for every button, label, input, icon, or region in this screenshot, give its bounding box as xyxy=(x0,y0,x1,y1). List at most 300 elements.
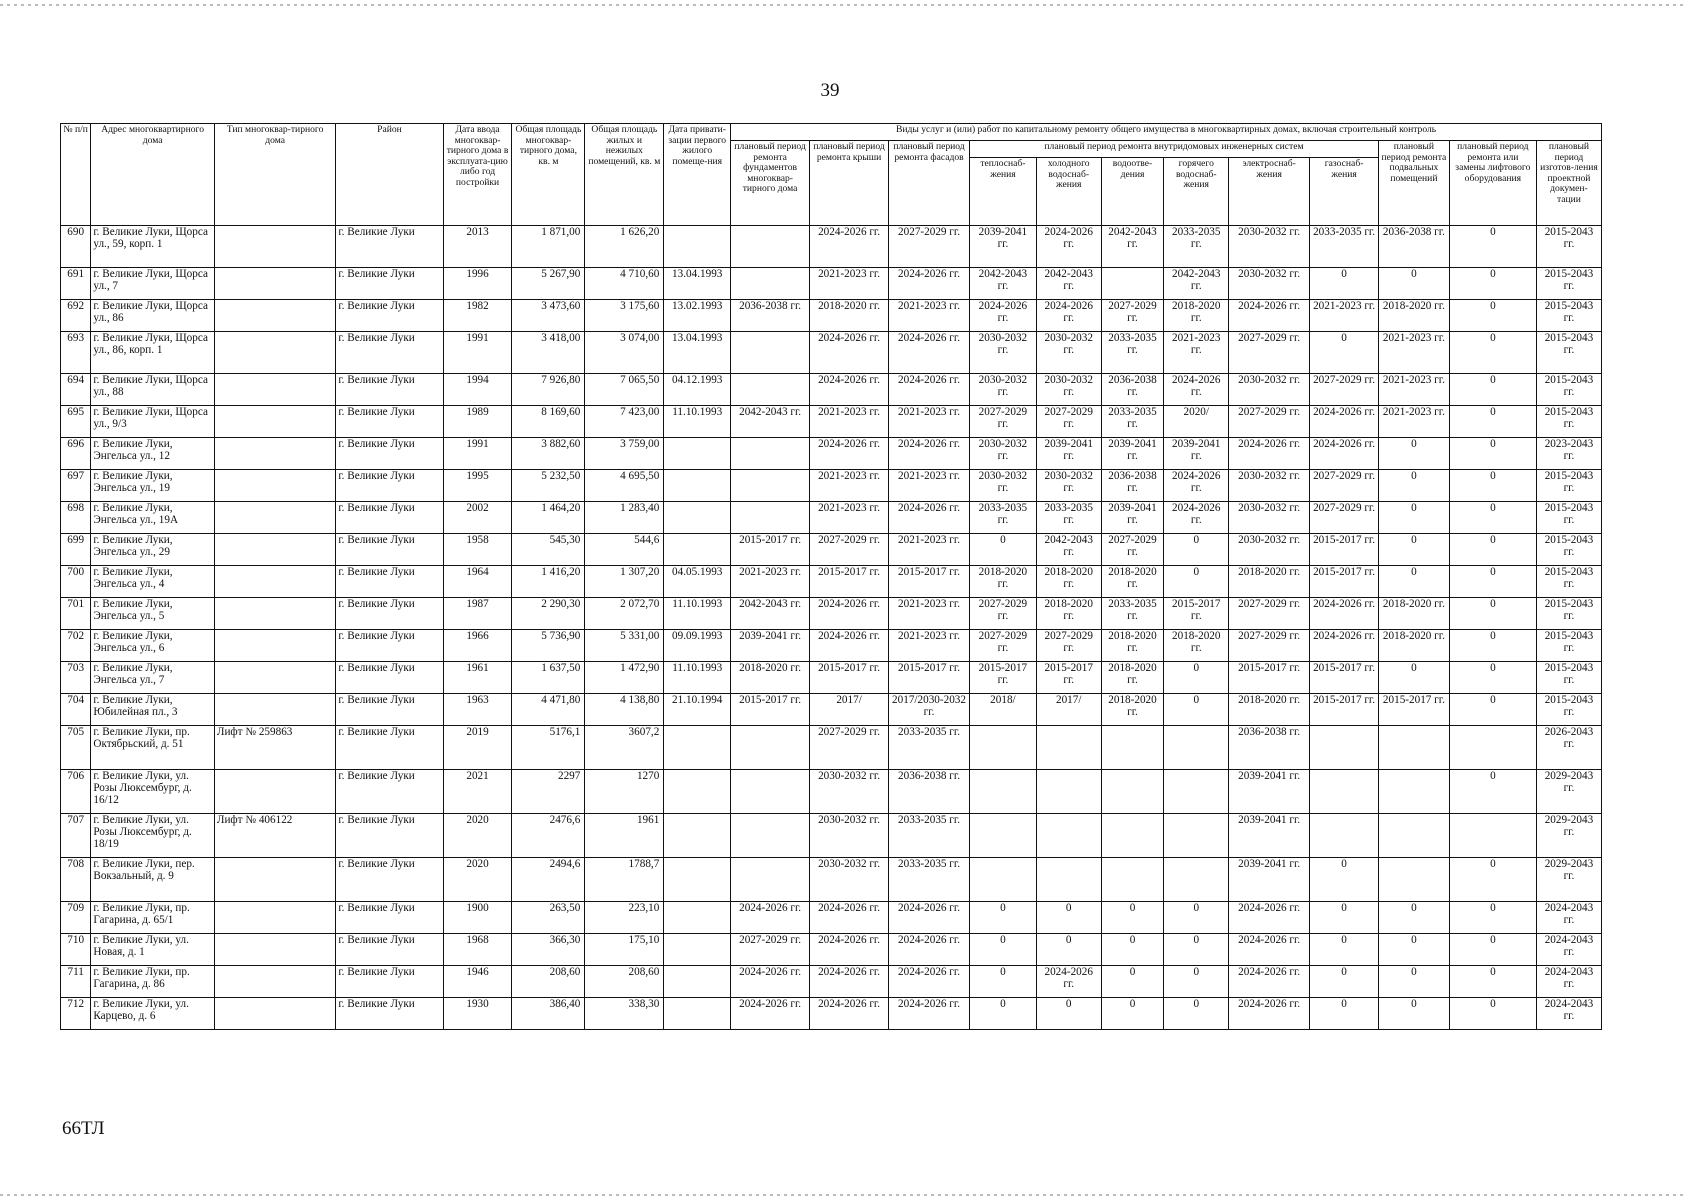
roof-cell: 2027-2029 гг. xyxy=(810,726,889,770)
year-cell: 1991 xyxy=(443,332,512,374)
hot-water-cell: 2033-2035 гг. xyxy=(1164,226,1229,268)
header-district: Район xyxy=(336,124,443,226)
row-number: 708 xyxy=(61,858,91,902)
year-cell: 2013 xyxy=(443,226,512,268)
gas-cell: 2015-2017 гг. xyxy=(1310,566,1379,598)
privatization-cell: 04.12.1993 xyxy=(664,374,731,406)
elevator-cell: 0 xyxy=(1449,934,1536,966)
electric-cell: 2030-2032 гг. xyxy=(1229,374,1310,406)
scan-artifact-top xyxy=(0,4,1686,6)
elevator-cell xyxy=(1449,726,1536,770)
heat-cell: 2030-2032 гг. xyxy=(970,374,1037,406)
address-cell: г. Великие Луки, пр. Гагарина, д. 65/1 xyxy=(91,902,215,934)
address-cell: г. Великие Луки, Энгельса ул., 19 xyxy=(91,470,215,502)
elevator-cell: 0 xyxy=(1449,902,1536,934)
heat-cell: 2039-2041 гг. xyxy=(970,226,1037,268)
repair-schedule-table xyxy=(60,123,1602,1030)
basement-cell: 2018-2020 гг. xyxy=(1378,300,1449,332)
electric-cell: 2024-2026 гг. xyxy=(1229,300,1310,332)
facade-cell: 2033-2035 гг. xyxy=(889,726,970,770)
total-area-cell: 4 471,80 xyxy=(512,694,585,726)
cold-water-cell: 2030-2032 гг. xyxy=(1036,332,1101,374)
design-cell: 2024-2043 гг. xyxy=(1536,966,1601,998)
sewer-cell: 2018-2020 гг. xyxy=(1101,694,1164,726)
basement-cell xyxy=(1378,814,1449,858)
sewer-cell: 2033-2035 гг. xyxy=(1101,598,1164,630)
cold-water-cell: 2017/ xyxy=(1036,694,1101,726)
electric-cell: 2027-2029 гг. xyxy=(1229,332,1310,374)
gas-cell: 0 xyxy=(1310,332,1379,374)
sewer-cell: 2018-2020 гг. xyxy=(1101,662,1164,694)
row-number: 704 xyxy=(61,694,91,726)
table-row xyxy=(61,662,1602,694)
year-cell: 1958 xyxy=(443,534,512,566)
type-cell xyxy=(214,406,335,438)
row-number: 712 xyxy=(61,998,91,1030)
design-cell: 2023-2043 гг. xyxy=(1536,438,1601,470)
living-area-cell: 2 072,70 xyxy=(585,598,664,630)
total-area-cell: 386,40 xyxy=(512,998,585,1030)
living-area-cell: 223,10 xyxy=(585,902,664,934)
hot-water-cell: 2015-2017 гг. xyxy=(1164,598,1229,630)
roof-cell: 2024-2026 гг. xyxy=(810,630,889,662)
cold-water-cell: 2027-2029 гг. xyxy=(1036,406,1101,438)
type-cell xyxy=(214,534,335,566)
gas-cell: 2024-2026 гг. xyxy=(1310,438,1379,470)
foundation-cell xyxy=(731,470,810,502)
foundation-cell: 2015-2017 гг. xyxy=(731,534,810,566)
district-cell: г. Великие Луки xyxy=(336,662,443,694)
hot-water-cell: 2018-2020 гг. xyxy=(1164,630,1229,662)
year-cell: 1987 xyxy=(443,598,512,630)
electric-cell: 2027-2029 гг. xyxy=(1229,598,1310,630)
basement-cell: 2021-2023 гг. xyxy=(1378,374,1449,406)
sewer-cell: 2033-2035 гг. xyxy=(1101,406,1164,438)
roof-cell: 2027-2029 гг. xyxy=(810,534,889,566)
district-cell: г. Великие Луки xyxy=(336,630,443,662)
year-cell: 1989 xyxy=(443,406,512,438)
address-cell: г. Великие Луки, Энгельса ул., 4 xyxy=(91,566,215,598)
sewer-cell: 2018-2020 гг. xyxy=(1101,630,1164,662)
total-area-cell: 1 871,00 xyxy=(512,226,585,268)
address-cell: г. Великие Луки, Щорса ул., 86, корп. 1 xyxy=(91,332,215,374)
electric-cell: 2018-2020 гг. xyxy=(1229,566,1310,598)
sewer-cell: 2027-2029 гг. xyxy=(1101,300,1164,332)
hot-water-cell: 2021-2023 гг. xyxy=(1164,332,1229,374)
sewer-cell: 2018-2020 гг. xyxy=(1101,566,1164,598)
district-cell: г. Великие Луки xyxy=(336,470,443,502)
heat-cell: 2015-2017 гг. xyxy=(970,662,1037,694)
living-area-cell: 3 175,60 xyxy=(585,300,664,332)
elevator-cell xyxy=(1449,814,1536,858)
address-cell: г. Великие Луки, пр. Гагарина, д. 86 xyxy=(91,966,215,998)
hot-water-cell: 2018-2020 гг. xyxy=(1164,300,1229,332)
foundation-cell xyxy=(731,438,810,470)
gas-cell: 2027-2029 гг. xyxy=(1310,470,1379,502)
design-cell: 2024-2043 гг. xyxy=(1536,998,1601,1030)
heat-cell: 2027-2029 гг. xyxy=(970,630,1037,662)
roof-cell: 2024-2026 гг. xyxy=(810,934,889,966)
elevator-cell: 0 xyxy=(1449,966,1536,998)
row-number: 702 xyxy=(61,630,91,662)
foundation-cell: 2042-2043 гг. xyxy=(731,406,810,438)
basement-cell xyxy=(1378,858,1449,902)
basement-cell: 0 xyxy=(1378,438,1449,470)
year-cell: 1963 xyxy=(443,694,512,726)
district-cell: г. Великие Луки xyxy=(336,534,443,566)
district-cell: г. Великие Луки xyxy=(336,300,443,332)
type-cell xyxy=(214,966,335,998)
living-area-cell: 338,30 xyxy=(585,998,664,1030)
foundation-cell xyxy=(731,726,810,770)
total-area-cell: 263,50 xyxy=(512,902,585,934)
row-number: 698 xyxy=(61,502,91,534)
privatization-cell xyxy=(664,770,731,814)
foundation-cell xyxy=(731,226,810,268)
elevator-cell: 0 xyxy=(1449,374,1536,406)
type-cell xyxy=(214,858,335,902)
header-facade: плановый период ремонта фасадов xyxy=(889,141,970,226)
foundation-cell: 2024-2026 гг. xyxy=(731,902,810,934)
basement-cell: 0 xyxy=(1378,566,1449,598)
cold-water-cell: 2015-2017 гг. xyxy=(1036,662,1101,694)
total-area-cell: 545,30 xyxy=(512,534,585,566)
total-area-cell: 2 290,30 xyxy=(512,598,585,630)
facade-cell: 2036-2038 гг. xyxy=(889,770,970,814)
hot-water-cell: 0 xyxy=(1164,534,1229,566)
type-cell xyxy=(214,630,335,662)
district-cell: г. Великие Луки xyxy=(336,566,443,598)
design-cell: 2015-2043 гг. xyxy=(1536,662,1601,694)
electric-cell: 2024-2026 гг. xyxy=(1229,902,1310,934)
basement-cell: 2021-2023 гг. xyxy=(1378,406,1449,438)
design-cell: 2024-2043 гг. xyxy=(1536,902,1601,934)
cold-water-cell xyxy=(1036,814,1101,858)
design-cell: 2029-2043 гг. xyxy=(1536,770,1601,814)
design-cell: 2015-2043 гг. xyxy=(1536,470,1601,502)
header-elevator: плановый период ремонта или замены лифтового оборудования xyxy=(1449,141,1536,226)
type-cell xyxy=(214,374,335,406)
heat-cell: 2042-2043 гг. xyxy=(970,268,1037,300)
district-cell: г. Великие Луки xyxy=(336,226,443,268)
hot-water-cell: 2020/ xyxy=(1164,406,1229,438)
header-heat: теплоснаб-жения xyxy=(970,158,1037,226)
electric-cell: 2018-2020 гг. xyxy=(1229,694,1310,726)
privatization-cell xyxy=(664,998,731,1030)
district-cell: г. Великие Луки xyxy=(336,814,443,858)
table-row xyxy=(61,814,1602,858)
total-area-cell: 3 473,60 xyxy=(512,300,585,332)
sewer-cell: 2036-2038 гг. xyxy=(1101,470,1164,502)
design-cell: 2024-2043 гг. xyxy=(1536,934,1601,966)
gas-cell: 2024-2026 гг. xyxy=(1310,598,1379,630)
total-area-cell: 5176,1 xyxy=(512,726,585,770)
address-cell: г. Великие Луки, Юбилейная пл., 3 xyxy=(91,694,215,726)
table-row xyxy=(61,374,1602,406)
total-area-cell: 366,30 xyxy=(512,934,585,966)
cold-water-cell: 2042-2043 гг. xyxy=(1036,268,1101,300)
row-number: 695 xyxy=(61,406,91,438)
header-roof: плановый период ремонта крыши xyxy=(810,141,889,226)
cold-water-cell xyxy=(1036,770,1101,814)
design-cell: 2015-2043 гг. xyxy=(1536,300,1601,332)
cold-water-cell xyxy=(1036,726,1101,770)
table-row xyxy=(61,502,1602,534)
facade-cell: 2024-2026 гг. xyxy=(889,268,970,300)
electric-cell: 2039-2041 гг. xyxy=(1229,814,1310,858)
privatization-cell: 04.05.1993 xyxy=(664,566,731,598)
electric-cell: 2030-2032 гг. xyxy=(1229,268,1310,300)
facade-cell: 2024-2026 гг. xyxy=(889,902,970,934)
facade-cell: 2021-2023 гг. xyxy=(889,470,970,502)
foundation-cell xyxy=(731,770,810,814)
hot-water-cell: 2024-2026 гг. xyxy=(1164,374,1229,406)
type-cell xyxy=(214,502,335,534)
district-cell: г. Великие Луки xyxy=(336,598,443,630)
living-area-cell: 1 283,40 xyxy=(585,502,664,534)
privatization-cell xyxy=(664,502,731,534)
elevator-cell: 0 xyxy=(1449,858,1536,902)
foundation-cell: 2036-2038 гг. xyxy=(731,300,810,332)
total-area-cell: 3 418,00 xyxy=(512,332,585,374)
page-number: 39 xyxy=(820,80,840,101)
header-systems-group: плановый период ремонта внутридомовых инженерных систем xyxy=(970,141,1379,158)
cold-water-cell: 2039-2041 гг. xyxy=(1036,438,1101,470)
address-cell: г. Великие Луки, Щорса ул., 9/3 xyxy=(91,406,215,438)
basement-cell: 2015-2017 гг. xyxy=(1378,694,1449,726)
total-area-cell: 8 169,60 xyxy=(512,406,585,438)
header-type: Тип многоквар-тирного дома xyxy=(214,124,335,226)
table-row xyxy=(61,770,1602,814)
facade-cell: 2033-2035 гг. xyxy=(889,858,970,902)
privatization-cell: 13.04.1993 xyxy=(664,332,731,374)
facade-cell: 2033-2035 гг. xyxy=(889,814,970,858)
privatization-cell xyxy=(664,226,731,268)
cold-water-cell xyxy=(1036,858,1101,902)
cold-water-cell: 0 xyxy=(1036,998,1101,1030)
roof-cell: 2024-2026 гг. xyxy=(810,966,889,998)
row-number: 699 xyxy=(61,534,91,566)
hot-water-cell: 0 xyxy=(1164,662,1229,694)
facade-cell: 2024-2026 гг. xyxy=(889,332,970,374)
foundation-cell xyxy=(731,332,810,374)
basement-cell: 0 xyxy=(1378,502,1449,534)
facade-cell: 2015-2017 гг. xyxy=(889,662,970,694)
elevator-cell: 0 xyxy=(1449,406,1536,438)
design-cell: 2015-2043 гг. xyxy=(1536,502,1601,534)
living-area-cell: 4 710,60 xyxy=(585,268,664,300)
type-cell: Лифт № 259863 xyxy=(214,726,335,770)
electric-cell: 2024-2026 гг. xyxy=(1229,934,1310,966)
roof-cell: 2015-2017 гг. xyxy=(810,566,889,598)
gas-cell: 2027-2029 гг. xyxy=(1310,374,1379,406)
roof-cell: 2021-2023 гг. xyxy=(810,470,889,502)
hot-water-cell: 0 xyxy=(1164,902,1229,934)
gas-cell xyxy=(1310,726,1379,770)
basement-cell: 2021-2023 гг. xyxy=(1378,332,1449,374)
row-number: 706 xyxy=(61,770,91,814)
total-area-cell: 3 882,60 xyxy=(512,438,585,470)
design-cell: 2015-2043 гг. xyxy=(1536,534,1601,566)
total-area-cell: 1 464,20 xyxy=(512,502,585,534)
type-cell xyxy=(214,332,335,374)
sewer-cell xyxy=(1101,726,1164,770)
row-number: 690 xyxy=(61,226,91,268)
address-cell: г. Великие Луки, Энгельса ул., 29 xyxy=(91,534,215,566)
hot-water-cell: 2024-2026 гг. xyxy=(1164,502,1229,534)
living-area-cell: 3 074,00 xyxy=(585,332,664,374)
sewer-cell: 2033-2035 гг. xyxy=(1101,332,1164,374)
type-cell xyxy=(214,470,335,502)
table-row xyxy=(61,598,1602,630)
table-row xyxy=(61,226,1602,268)
type-cell xyxy=(214,770,335,814)
header-privatization: Дата привати-зации первого жилого помеще-ния xyxy=(664,124,731,226)
foundation-cell: 2021-2023 гг. xyxy=(731,566,810,598)
total-area-cell: 1 416,20 xyxy=(512,566,585,598)
hot-water-cell: 2024-2026 гг. xyxy=(1164,470,1229,502)
address-cell: г. Великие Луки, Энгельса ул., 12 xyxy=(91,438,215,470)
address-cell: г. Великие Луки, пр. Октябрьский, д. 51 xyxy=(91,726,215,770)
living-area-cell: 3 759,00 xyxy=(585,438,664,470)
heat-cell: 0 xyxy=(970,934,1037,966)
year-cell: 1930 xyxy=(443,998,512,1030)
hot-water-cell: 0 xyxy=(1164,694,1229,726)
foundation-cell xyxy=(731,814,810,858)
row-number: 700 xyxy=(61,566,91,598)
privatization-cell xyxy=(664,934,731,966)
electric-cell: 2015-2017 гг. xyxy=(1229,662,1310,694)
living-area-cell: 175,10 xyxy=(585,934,664,966)
header-gas: газоснаб-жения xyxy=(1310,158,1379,226)
heat-cell: 2018-2020 гг. xyxy=(970,566,1037,598)
design-cell: 2015-2043 гг. xyxy=(1536,630,1601,662)
hot-water-cell: 0 xyxy=(1164,966,1229,998)
header-foundation: плановый период ремонта фундаментов многоквар-тирного дома xyxy=(731,141,810,226)
hot-water-cell: 2042-2043 гг. xyxy=(1164,268,1229,300)
hot-water-cell xyxy=(1164,858,1229,902)
elevator-cell: 0 xyxy=(1449,694,1536,726)
table-row xyxy=(61,694,1602,726)
type-cell xyxy=(214,598,335,630)
electric-cell: 2030-2032 гг. xyxy=(1229,470,1310,502)
heat-cell xyxy=(970,858,1037,902)
cold-water-cell: 2018-2020 гг. xyxy=(1036,566,1101,598)
design-cell: 2015-2043 гг. xyxy=(1536,406,1601,438)
roof-cell: 2021-2023 гг. xyxy=(810,502,889,534)
gas-cell xyxy=(1310,814,1379,858)
heat-cell: 2018/ xyxy=(970,694,1037,726)
facade-cell: 2017/2030-2032 гг. xyxy=(889,694,970,726)
basement-cell: 0 xyxy=(1378,966,1449,998)
cold-water-cell: 2024-2026 гг. xyxy=(1036,300,1101,332)
living-area-cell: 1961 xyxy=(585,814,664,858)
table-row xyxy=(61,268,1602,300)
basement-cell: 2018-2020 гг. xyxy=(1378,630,1449,662)
type-cell xyxy=(214,438,335,470)
heat-cell xyxy=(970,770,1037,814)
design-cell: 2015-2043 гг. xyxy=(1536,598,1601,630)
cold-water-cell: 2030-2032 гг. xyxy=(1036,374,1101,406)
header-basement: плановый период ремонта подвальных помещений xyxy=(1378,141,1449,226)
gas-cell: 2027-2029 гг. xyxy=(1310,502,1379,534)
facade-cell: 2024-2026 гг. xyxy=(889,374,970,406)
roof-cell: 2024-2026 гг. xyxy=(810,438,889,470)
year-cell: 1900 xyxy=(443,902,512,934)
total-area-cell: 7 926,80 xyxy=(512,374,585,406)
hot-water-cell xyxy=(1164,726,1229,770)
sewer-cell: 2036-2038 гг. xyxy=(1101,374,1164,406)
facade-cell: 2021-2023 гг. xyxy=(889,598,970,630)
header-total-area: Общая площадь многоквар-тирного дома, кв. м xyxy=(512,124,585,226)
sewer-cell xyxy=(1101,770,1164,814)
basement-cell: 2036-2038 гг. xyxy=(1378,226,1449,268)
roof-cell: 2021-2023 гг. xyxy=(810,268,889,300)
address-cell: г. Великие Луки, Энгельса ул., 7 xyxy=(91,662,215,694)
living-area-cell: 544,6 xyxy=(585,534,664,566)
sewer-cell: 2027-2029 гг. xyxy=(1101,534,1164,566)
gas-cell: 2024-2026 гг. xyxy=(1310,406,1379,438)
privatization-cell xyxy=(664,858,731,902)
basement-cell: 0 xyxy=(1378,934,1449,966)
design-cell: 2015-2043 гг. xyxy=(1536,332,1601,374)
roof-cell: 2015-2017 гг. xyxy=(810,662,889,694)
address-cell: г. Великие Луки, Энгельса ул., 6 xyxy=(91,630,215,662)
design-cell: 2015-2043 гг. xyxy=(1536,226,1601,268)
heat-cell xyxy=(970,814,1037,858)
header-year: Дата ввода многоквар-тирного дома в эксплуата-цию либо год постройки xyxy=(443,124,512,226)
foundation-cell: 2018-2020 гг. xyxy=(731,662,810,694)
roof-cell: 2024-2026 гг. xyxy=(810,226,889,268)
privatization-cell: 13.02.1993 xyxy=(664,300,731,332)
design-cell: 2029-2043 гг. xyxy=(1536,814,1601,858)
privatization-cell: 21.10.1994 xyxy=(664,694,731,726)
row-number: 711 xyxy=(61,966,91,998)
foundation-cell: 2024-2026 гг. xyxy=(731,966,810,998)
total-area-cell: 2494,6 xyxy=(512,858,585,902)
facade-cell: 2021-2023 гг. xyxy=(889,630,970,662)
electric-cell: 2030-2032 гг. xyxy=(1229,534,1310,566)
elevator-cell: 0 xyxy=(1449,300,1536,332)
header-sewer: водоотве-дения xyxy=(1101,158,1164,226)
cold-water-cell: 0 xyxy=(1036,934,1101,966)
district-cell: г. Великие Луки xyxy=(336,934,443,966)
privatization-cell xyxy=(664,814,731,858)
basement-cell: 0 xyxy=(1378,534,1449,566)
basement-cell: 2018-2020 гг. xyxy=(1378,598,1449,630)
cold-water-cell: 2027-2029 гг. xyxy=(1036,630,1101,662)
elevator-cell: 0 xyxy=(1449,598,1536,630)
row-number: 709 xyxy=(61,902,91,934)
privatization-cell: 09.09.1993 xyxy=(664,630,731,662)
row-number: 701 xyxy=(61,598,91,630)
living-area-cell: 1 307,20 xyxy=(585,566,664,598)
roof-cell: 2030-2032 гг. xyxy=(810,814,889,858)
address-cell: г. Великие Луки, Щорса ул., 7 xyxy=(91,268,215,300)
gas-cell: 0 xyxy=(1310,998,1379,1030)
heat-cell: 0 xyxy=(970,902,1037,934)
gas-cell: 2033-2035 гг. xyxy=(1310,226,1379,268)
privatization-cell xyxy=(664,470,731,502)
basement-cell xyxy=(1378,770,1449,814)
design-cell: 2015-2043 гг. xyxy=(1536,268,1601,300)
privatization-cell xyxy=(664,534,731,566)
foundation-cell xyxy=(731,858,810,902)
living-area-cell: 7 423,00 xyxy=(585,406,664,438)
header-design: плановый период изготов-ления проектной докумен-тации xyxy=(1536,141,1601,226)
cold-water-cell: 0 xyxy=(1036,902,1101,934)
address-cell: г. Великие Луки, ул. Новая, д. 1 xyxy=(91,934,215,966)
